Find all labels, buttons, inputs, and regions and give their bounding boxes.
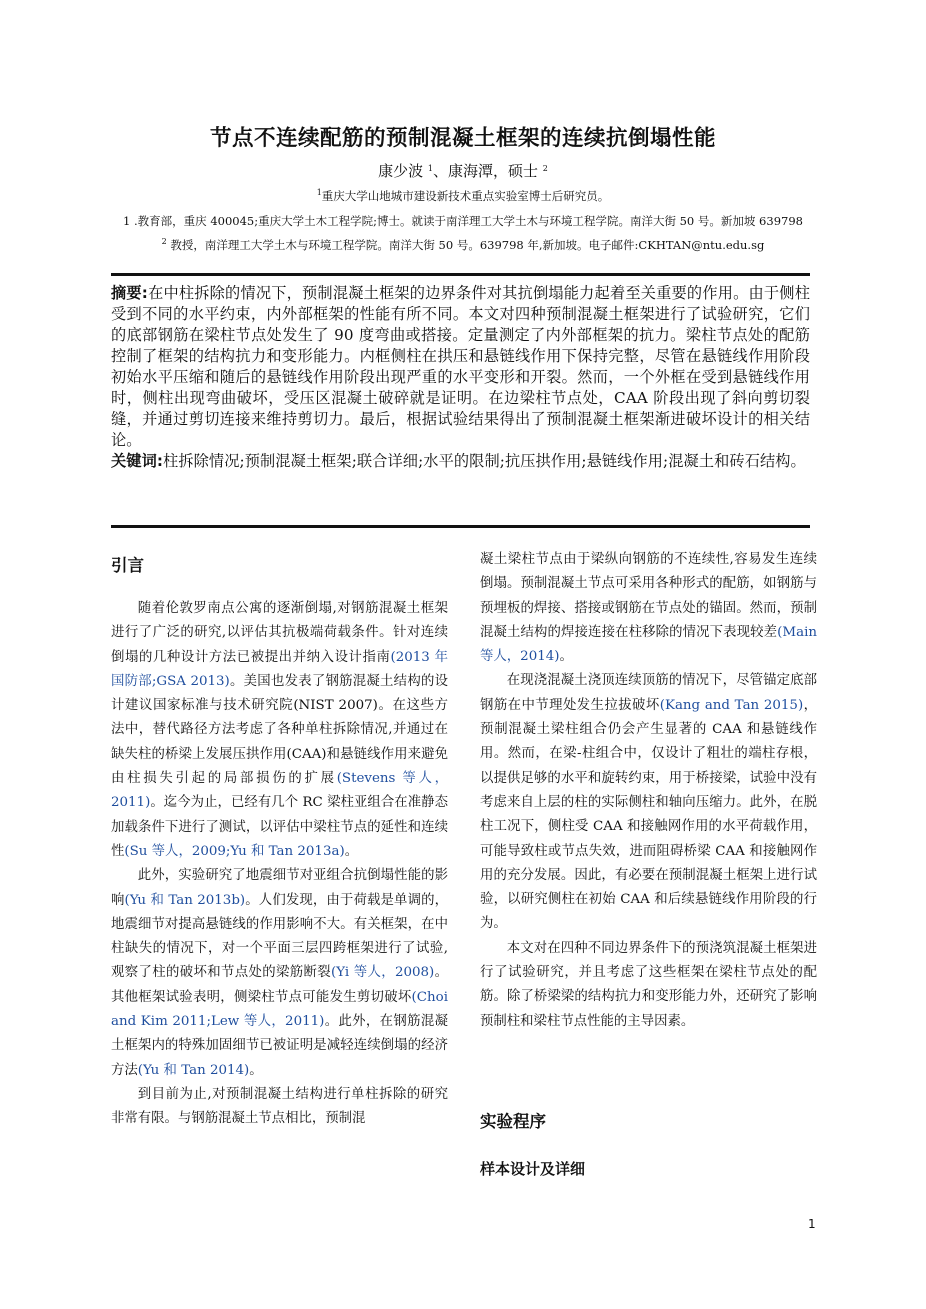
abstract-label: 摘要: bbox=[111, 284, 148, 302]
affiliation-1-text: 重庆大学山地城市建设新技术重点实验室博士后研究员。 bbox=[321, 189, 610, 203]
p1-text-e: 。迄今为止，已经有几个 RC 梁柱亚组合在准静态加载条件下进行了测试，以评估中梁柱节点的延性和连续性 bbox=[111, 795, 448, 859]
affiliation-3-sup: 2 bbox=[161, 237, 167, 246]
citation-yu-2014: (Yu 和 Tan 2014) bbox=[137, 1062, 250, 1078]
intro-heading: 引言 bbox=[111, 556, 144, 575]
paper-title: 节点不连续配筋的预制混凝土框架的连续抗倒塌性能 bbox=[209, 126, 716, 151]
left-column bbox=[111, 597, 448, 1132]
p2-text-a: 此外，实验研究了地震细节对亚组合抗倒塌性能的影响 bbox=[111, 868, 448, 908]
p2-text-c: 。人们发现，由于荷载是单调的，地震细节对提高悬链线的作用影响不大。有关框架，在中柱缺失的情况下，对一个平面三层四跨框架进行了试验,观察了柱的破坏和节点处的梁筋断裂 bbox=[111, 892, 449, 981]
p2-text-e: 。其他框架试验表明，侧梁柱节点可能发生剪切破坏 bbox=[111, 965, 449, 1005]
top-rule bbox=[111, 273, 810, 276]
intro-paragraph-1 bbox=[111, 597, 448, 864]
citation-dod-gsa: (2013 年国防部;GSA 2013) bbox=[111, 649, 449, 689]
bottom-rule bbox=[111, 525, 810, 528]
keywords-paragraph bbox=[111, 451, 810, 472]
p1-text-c: 。美国也发表了钢筋混凝土结构的设计建议国家标准与技术研究院(NIST 2007)。在这些方法中，替代路径方法考虑了各种单柱拆除情况,并通过在缺失柱的桥梁上发展压拱作用(CAA)和悬链线作用来避免由柱损失引起的局部损伤的扩展 bbox=[111, 673, 448, 787]
authors bbox=[0, 160, 926, 181]
citation-stevens: (Stevens 等人，2011) bbox=[111, 771, 448, 811]
right-column bbox=[480, 548, 817, 1034]
citation-su-yu: (Su 等人，2009;Yu 和 Tan 2013a) bbox=[124, 843, 345, 859]
author-1: 康少波 bbox=[378, 162, 428, 180]
intro-paragraph-3-continued bbox=[480, 548, 817, 669]
p2-text-i: 。 bbox=[249, 1062, 263, 1078]
abstract-text: 在中柱拆除的情况下，预制混凝土框架的边界条件对其抗倒塌能力起着至关重要的作用。由于侧柱受到不同的水平约束，内外部框架的性能有所不同。本文对四种预制混凝土框架进行了试验研究，它们的底部钢筋在梁柱节点处发生了 90 度弯曲或搭接。定量测定了内外部框架的抗力。梁柱节点处的配筋控制了框架的结构抗力和变形能力。内框侧柱在拱压和悬链线作用下保持完整，尽管在悬链线作用阶段初始水平压缩和随后的悬链线作用阶段出现严重的水平变形和开裂。然而，一个外框在受到悬链线作用时，侧柱出现弯曲破坏，受压区混凝土破碎就是证明。在边梁柱节点处，CAA 阶段出现了斜向剪切裂缝，并通过剪切连接来维持剪切力。最后，根据试验结果得出了预制混凝土框架渐进破坏设计的相关结论。 bbox=[111, 284, 810, 449]
citation-yi: (Yi 等人，2008) bbox=[330, 965, 435, 981]
p4-text-a: 在现浇混凝土浇顶连续顶筋的情况下，尽管锚定底部钢筋在中节理处发生拉拔破坏 bbox=[480, 673, 817, 713]
affiliation-1 bbox=[0, 188, 926, 204]
intro-paragraph-5: 本文对在四种不同边界条件下的预浇筑混凝土框架进行了试验研究，并且考虑了这些框架在梁柱节点处的配筋。除了桥梁梁的结构抗力和变形能力外，还研究了影响预制柱和梁柱节点性能的主导因素。 bbox=[480, 940, 817, 1029]
p1-text-g: 。 bbox=[344, 843, 359, 859]
citation-choi-lew: (Choi and Kim 2011;Lew 等人，2011) bbox=[111, 989, 448, 1030]
p3-cont-text-c: 。 bbox=[559, 649, 573, 665]
intro-paragraph-3: 到目前为止,对预制混凝土结构进行单柱拆除的研究非常有限。与钢筋混凝土节点相比，预制混 bbox=[111, 1086, 448, 1127]
p3-cont-text-a: 凝土梁柱节点由于梁纵向钢筋的不连续性,容易发生连续倒塌。预制混凝土节点可采用各种形式的配筋，如钢筋与预埋板的焊接、搭接或钢筋在节点处的锚固。然而，预制混凝土结构的焊接连接在柱移除的情况下表现较差 bbox=[480, 552, 817, 640]
affiliation-1-sup: 1 bbox=[316, 188, 322, 197]
intro-paragraph-2 bbox=[111, 864, 448, 1083]
affiliation-3 bbox=[0, 237, 926, 253]
author-2-sup: 2 bbox=[542, 164, 548, 173]
author-1-sup: 1 bbox=[427, 164, 433, 173]
page-number: 1 bbox=[808, 1217, 816, 1231]
keywords-text: 柱拆除情况;预制混凝土框架;联合详细;水平的限制;抗压拱作用;悬链线作用;混凝土和砖石结构。 bbox=[163, 452, 806, 470]
citation-yu-2013b: (Yu 和 Tan 2013b) bbox=[124, 892, 246, 908]
p4-text-c: ，预制混凝土梁柱组合仍会产生显著的 CAA 和悬链线作用。然而，在梁-柱组合中，仅设计了粗壮的端柱存根，以提供足够的水平和旋转约束，用于桥接梁，试验中没有考虑来自上层的柱的实际侧柱和轴向压缩力。此外，在脱柱工况下，侧柱受 CAA 和接触网作用的水平荷载作用，可能导致柱或节点失效，进而阻碍桥梁 CAA 和接触网作用的充分发展。因此，有必要在预制混凝土框架上进行试验，以研究侧柱在初始 CAA 和后续悬链线作用阶段的行为。 bbox=[480, 697, 818, 932]
affiliation-3-text: 教授，南洋理工大学土木与环境工程学院。南洋大街 50 号。639798 年,新加坡。电子邮件:CKHTAN@ntu.edu.sg bbox=[166, 238, 765, 252]
intro-paragraph-4 bbox=[480, 669, 817, 936]
experiment-heading: 实验程序 bbox=[480, 1112, 546, 1131]
p1-text-a: 随着伦敦罗南点公寓的逐渐倒塌,对钢筋混凝土框架进行了广泛的研究,以评估其抗极端荷载条件。针对连续倒塌的几种设计方法已被提出并纳入设计指南 bbox=[111, 601, 448, 665]
specimen-subheading: 样本设计及详细 bbox=[480, 1160, 586, 1178]
affiliation-2: 1 .教育部，重庆 400045;重庆大学土木工程学院;博士。就读于南洋理工大学土木与环境工程学院。南洋大街 50 号。新加坡 639798 bbox=[123, 214, 803, 228]
author-2: 、康海潭，硕士 bbox=[433, 162, 543, 180]
p2-text-g: 。此外，在钢筋混凝土框架内的特殊加固细节已被证明是减轻连续倒塌的经济方法 bbox=[111, 1014, 448, 1078]
citation-kang-tan: (Kang and Tan 2015) bbox=[659, 697, 804, 713]
abstract-paragraph bbox=[111, 283, 810, 451]
keywords-label: 关键词: bbox=[111, 452, 164, 470]
abstract bbox=[111, 283, 810, 472]
citation-main: (Main 等人，2014) bbox=[480, 624, 817, 665]
